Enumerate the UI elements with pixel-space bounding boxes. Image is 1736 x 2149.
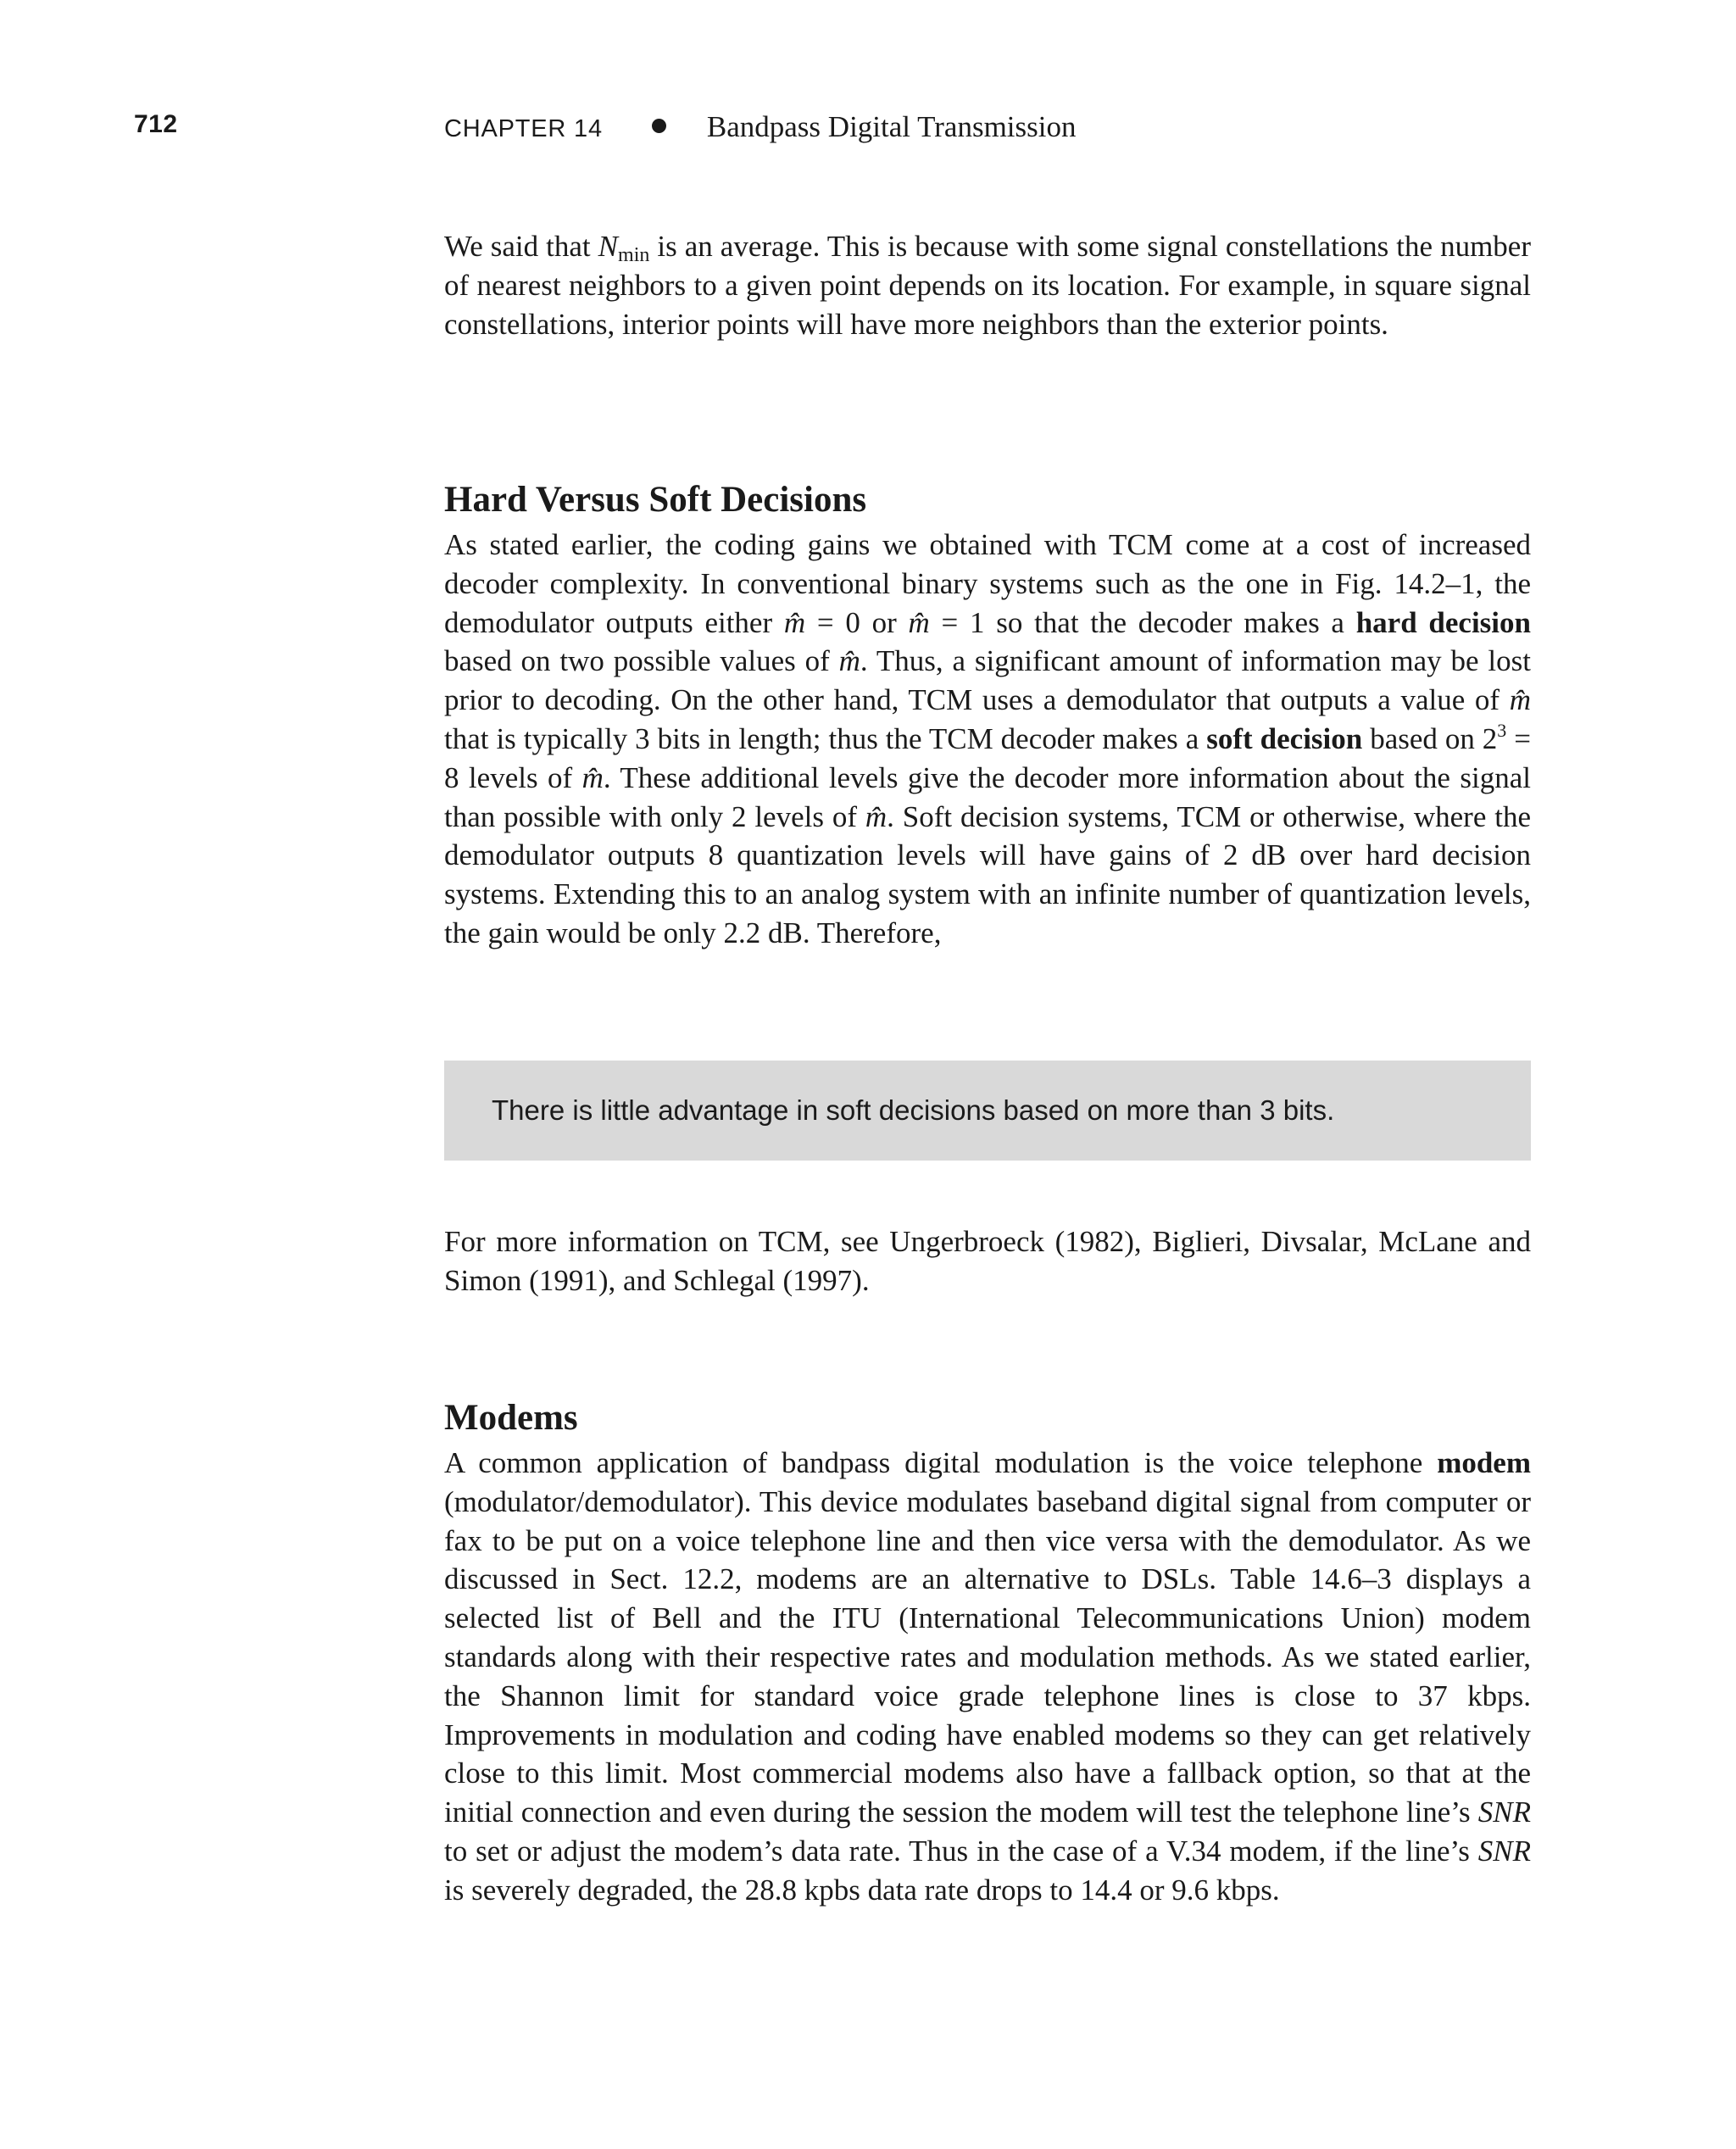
tcm-references-paragraph: For more information on TCM, see Ungerbroeck (1982), Biglieri, Divsalar, McLane and Simon (1991), and Schlegal (1997). — [444, 1225, 1531, 1297]
body-paragraph: A common application of bandpass digital modulation is the voice telephone modem (modulator/demodulator). This device modulates baseband digital signal from computer or fax to be put on a voice telephone line and then vice versa with the demodulator. As we discussed in Sect. 12.2, modems are an alternative to DSLs. Table 14.6–3 displays a selected list of Bell and the ITU (International Telecommunications Union) modem standards along with their respective rates and modulation methods. As we stated earlier, the Shannon limit for standard voice grade telephone lines is close to 37 kbps. Improvements in modulation and coding have enabled modems so they can get relatively close to this limit. Most commercial modems also have a fallback option, so that at the initial connection and even during the session the modem will test the telephone line’s SNR to set or adjust the modem’s data rate. Thus in the case of a V.34 modem, if the line’s SNR is severely degraded, the 28.8 kpbs data rate drops to 14.4 or 9.6 kbps. — [444, 1446, 1531, 1907]
tcm-references-block — [444, 1222, 1531, 1300]
intro-paragraph: We said that $N_{min}$ is an average. This is because with some signal constellations the number of nearest neighbors to a given point depends on its location. For example, in square signal constellations, interior points will have more neighbors than the exterior points. — [444, 230, 1531, 341]
intro-paragraph-block — [444, 227, 1531, 343]
running-head — [444, 110, 1077, 144]
section-heading: Modems — [444, 1398, 578, 1438]
section-heading: Hard Versus Soft Decisions — [444, 480, 867, 520]
chapter-title: Bandpass Digital Transmission — [706, 110, 1077, 143]
body-paragraph: As stated earlier, the coding gains we obtained with TCM come at a cost of increased decoder complexity. In conventional binary systems such as the one in Fig. 14.2–1, the demodulator outputs either m̂ = 0 or m̂ = 1 so that the decoder makes a hard decision based on two possible values of m̂. Thus, a significant amount of information may be lost prior to decoding. On the other hand, TCM uses a demodulator that outputs a value of m̂ that is typically 3 bits in length; thus the TCM decoder makes a soft decision based on $2^3 = 8$ levels of m̂. These additional levels give the decoder more information about the signal than possible with only 2 levels of m̂. Soft decision systems, TCM or otherwise, where the demodulator outputs 8 quantization levels will have gains of 2 dB over hard decision systems. Extending this to an analog system with an infinite number of quantization levels, the gain would be only 2.2 dB. Therefore, — [444, 528, 1531, 949]
section-hard-soft — [444, 478, 1531, 953]
bullet-icon — [652, 119, 666, 133]
page-number: 712 — [134, 110, 178, 138]
chapter-label: CHAPTER 14 — [444, 115, 603, 142]
highlight-callout — [444, 1061, 1531, 1161]
callout-text: There is little advantage in soft decisions based on more than 3 bits. — [492, 1094, 1335, 1126]
section-modems — [444, 1396, 1531, 1910]
